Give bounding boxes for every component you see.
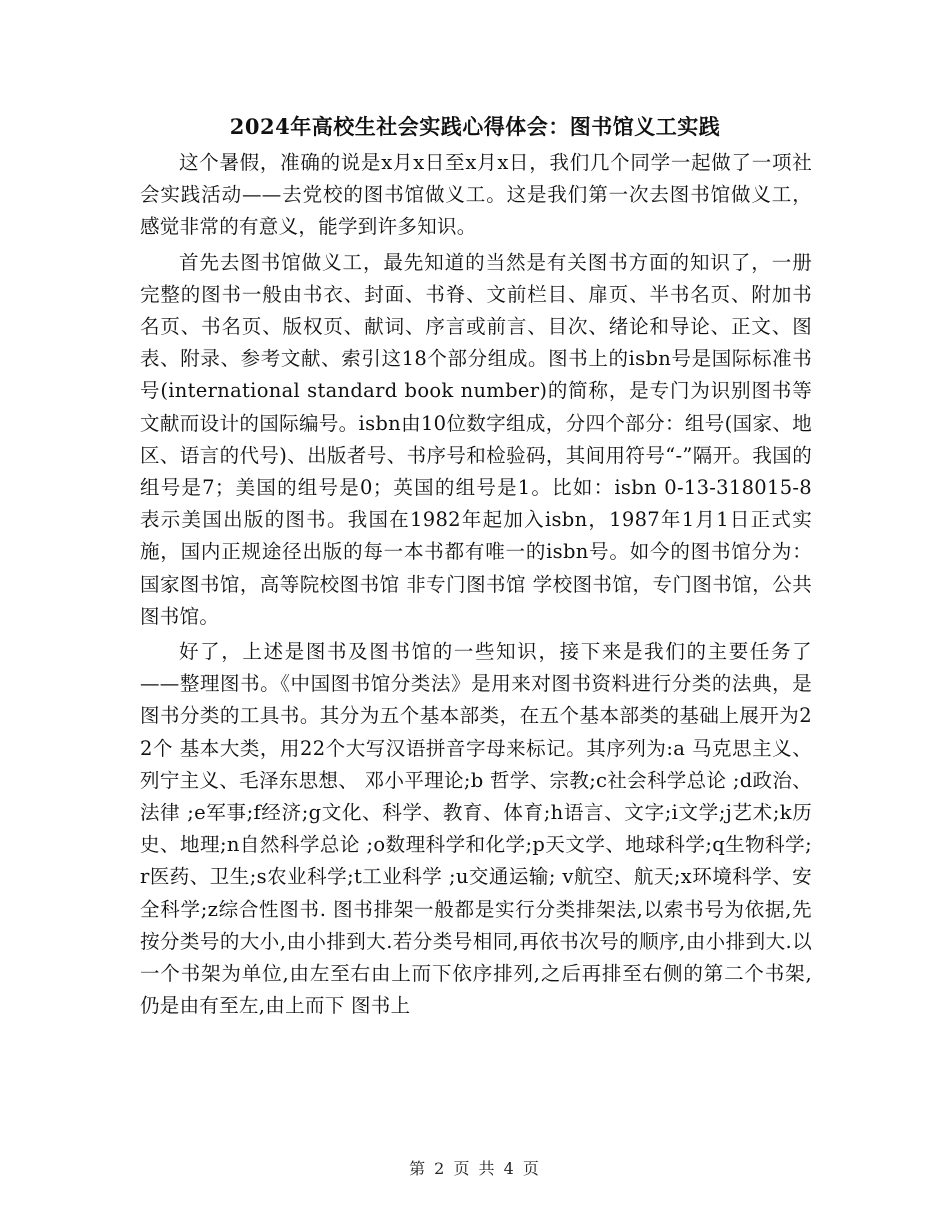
paragraph-book-sorting: 好了，上述是图书及图书馆的一些知识，接下来是我们的主要任务了——整理图书。《中国图书馆分类法》是用来对图书资料进行分类的法典，是图书分类的工具书。其分为五个基本部类，在五个基本部类的基础上展开为22个 基本大类，用22个大写汉语拼音字母来标记。其序列为:a 马克思主义、列宁主义、毛泽东思想、 邓小平理论;b 哲学、宗教;c社会科学总论 ;d政治、法律 ;e军事;f经济;g文化、科学、教育、体育;h语言、文字;i文学;j艺术;k历史、地理;n自然科学总论 ;o数理科学和化学;p天文学、地球科学;q生物科学;r医药、卫生;s农业科学;t工业科学 ;u交通运输; v航空、航天;x环境科学、安全科学;z综合性图书. 图书排架一般都是实行分类排架法,以索书号为依据,先按分类号的大小,由小排到大.若分类号相同,再依书次号的顺序,由小排到大.以一个书架为单位,由左至右由上而下依序排列,之后再排至右侧的第二个书架,仍是由有至左,由上而下 图书上 — [140, 640, 812, 1018]
page-footer: 第 2 页 共 4 页 — [409, 1159, 541, 1178]
paragraph-intro: 这个暑假，准确的说是x月x日至x月x日，我们几个同学一起做了一项社会实践活动——去党校的图书馆做义工。这是我们第一次去图书馆做义工，感觉非常的有意义，能学到许多知识。 — [140, 151, 812, 239]
page-title: 2024年高校生社会实践心得体会：图书馆义工实践 — [229, 114, 721, 139]
document-body — [140, 147, 812, 1025]
paragraph-book-knowledge: 首先去图书馆做义工，最先知道的当然是有关图书方面的知识了，一册完整的图书一般由书衣、封面、书脊、文前栏目、扉页、半书名页、附加书名页、书名页、版权页、献词、序言或前言、目次、绪论和导论、正文、图表、附录、参考文献、索引这18个部分组成。图书上的isbn号是国际标准书号(international standard book number)的简称，是专门为识别图书等文献而设计的国际编号。isbn由10位数字组成，分四个部分：组号(国家、地区、语言的代号)、出版者号、书序号和检验码，其间用符号“-”隔开。我国的组号是7；美国的组号是0；英国的组号是1。比如：isbn 0-13-318015-8 表示美国出版的图书。我国在1982年起加入isbn，1987年1月1日正式实施，国内正规途径出版的每一本书都有唯一的isbn号。如今的图书馆分为：国家图书馆，高等院校图书馆 非专门图书馆 学校图书馆，专门图书馆，公共图书馆。 — [140, 250, 812, 628]
